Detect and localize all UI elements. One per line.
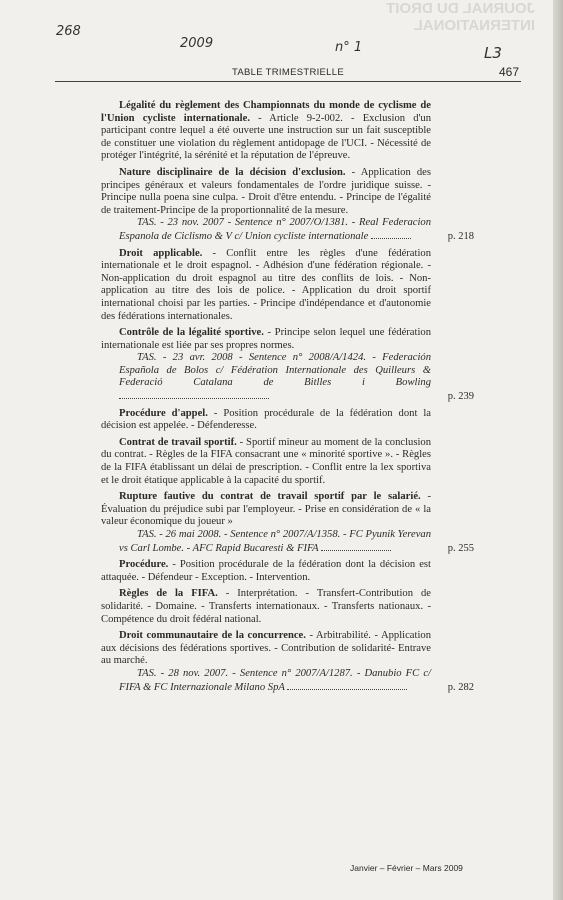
case-reference: TAS. - 23 nov. 2007 - Sentence n° 2007/O/1381. - Real Federacion Espanola de Ciclismo & V c/ Union cycliste internationale p. 218 <box>119 217 474 242</box>
entry: Nature disciplinaire de la décision d'exclusion. - Application des principes généraux et valeurs fondamentales de l'ordre juridique suisse. - Principe nulla poena sine culpa. - Droit d'être entendu. - Principe de l'égalité de traitement-Principe de la proportionnalité de la mesure. TAS. - 23 nov. 2007 - Sentence n° 2007/O/1381. - Real Federacion Espanola de Ciclismo & V c/ Union cycliste internationale p. 218 <box>101 166 474 242</box>
issue-footer: Janvier – Février – Mars 2009 <box>350 863 463 873</box>
running-title: TABLE TRIMESTRIELLE <box>232 67 344 78</box>
entry: Règles de la FIFA. - Interprétation. - Transfert-Contribution de solidarité. - Domaine. - Transferts internationaux. - Transferts nationaux. - Compétence du droit fédéral national. <box>101 588 431 625</box>
page-number: 467 <box>498 65 519 79</box>
case-reference: TAS. - 23 avr. 2008 - Sentence n° 2008/A/1424. - Federación Española de Bolos c/ Fédération Internationale des Quilleurs & Federació Catalana de Bitlles i Bowling p. 239 <box>119 352 474 403</box>
page-ref: p. 255 <box>447 542 474 554</box>
handwritten-note-1: 268 <box>56 24 81 39</box>
entry: Rupture fautive du contrat de travail sportif par le salarié. - Évaluation du préjudice subi par l'employeur. - Prise en considération de « la valeur économique du joueur » TAS. - 26 mai 2008. - Sentence n° 2007/A/1358. - FC Pyunik Yerevan vs Carl Lombe. - AFC Rapid Bucaresti & FIFA p. 255 <box>101 491 474 554</box>
entry: Droit communautaire de la concurrence. - Arbitrabilité. - Application aux décisions des fédérations sportives. - Contribution de solidarité- Entrave au marché. TAS. - 28 nov. 2007. - Sentence n° 2007/A/1287. - Danubio FC c/ FIFA & FC Internazionale Milano SpA p. 282 <box>101 630 474 693</box>
case-reference: TAS. - 28 nov. 2007. - Sentence n° 2007/A/1287. - Danubio FC c/ FIFA & FC Internazionale Milano SpA p. 282 <box>119 667 474 693</box>
handwritten-note-4: L3 <box>484 44 502 62</box>
entry: Contrat de travail sportif. - Sportif mineur au moment de la conclusion du contrat. - Règles de la FIFA consacrant une « minorité sportive ». - Règles de la FIFA établissant un délai de prescription. - Conflit entre la lex sportiva et le droit étatique applicable à la capacité du sportif. <box>101 436 431 486</box>
entry: Légalité du règlement des Championnats du monde de cyclisme de l'Union cycliste internationale. - Article 9-2-002. - Exclusion d'un participant contre lequel a été ouverte une instruction sur un fait susceptible de constituer une violation du règlement antidopage de l'UCI. - Nécessité de protéger l'intégrité, la sérénité et la réputation de l'épreuve. <box>101 100 431 162</box>
page-ref: p. 282 <box>447 681 474 693</box>
handwritten-note-3: n° 1 <box>335 40 363 55</box>
page-ref: p. 239 <box>447 391 474 403</box>
entry: Contrôle de la légalité sportive. - Principe selon lequel une fédération internationale est liée par ses propres normes. TAS. - 23 avr. 2008 - Sentence n° 2008/A/1424. - Federación Española de Bolos c/ Fédération Internationale des Quilleurs & Federació Catalana de Bitlles i Bowling p. 239 <box>101 327 474 403</box>
handwritten-note-2: 2009 <box>180 36 214 51</box>
page-edge <box>553 0 563 900</box>
entry: Droit applicable. - Conflit entre les règles d'une fédération internationale et le droit espagnol. - Adhésion d'une fédération régionale. - Non-application du droit espagnol au titre des conflits de lois. - Non-application au titre des lois de police. - Application du droit sportif international choisi par les parties. - Principe d'indépendance et d'autonomie des fédérations internationales. <box>101 247 431 322</box>
running-header <box>55 64 521 82</box>
case-reference: TAS. - 26 mai 2008. - Sentence n° 2007/A/1358. - FC Pyunik Yerevan vs Carl Lombe. - AFC Rapid Bucaresti & FIFA p. 255 <box>119 529 474 554</box>
entry: Procédure d'appel. - Position procédurale de la fédération dont la décision est appelée. - Défenderesse. <box>101 407 432 432</box>
entry: Procédure. - Position procédurale de la fédération dont la décision est attaquée. - Défendeur - Exception. - Intervention. <box>101 559 431 583</box>
table-content <box>101 100 474 698</box>
bleed-through: JOURNAL DU DROIT INTERNATIONAL <box>386 0 535 34</box>
page-ref: p. 218 <box>447 230 474 242</box>
